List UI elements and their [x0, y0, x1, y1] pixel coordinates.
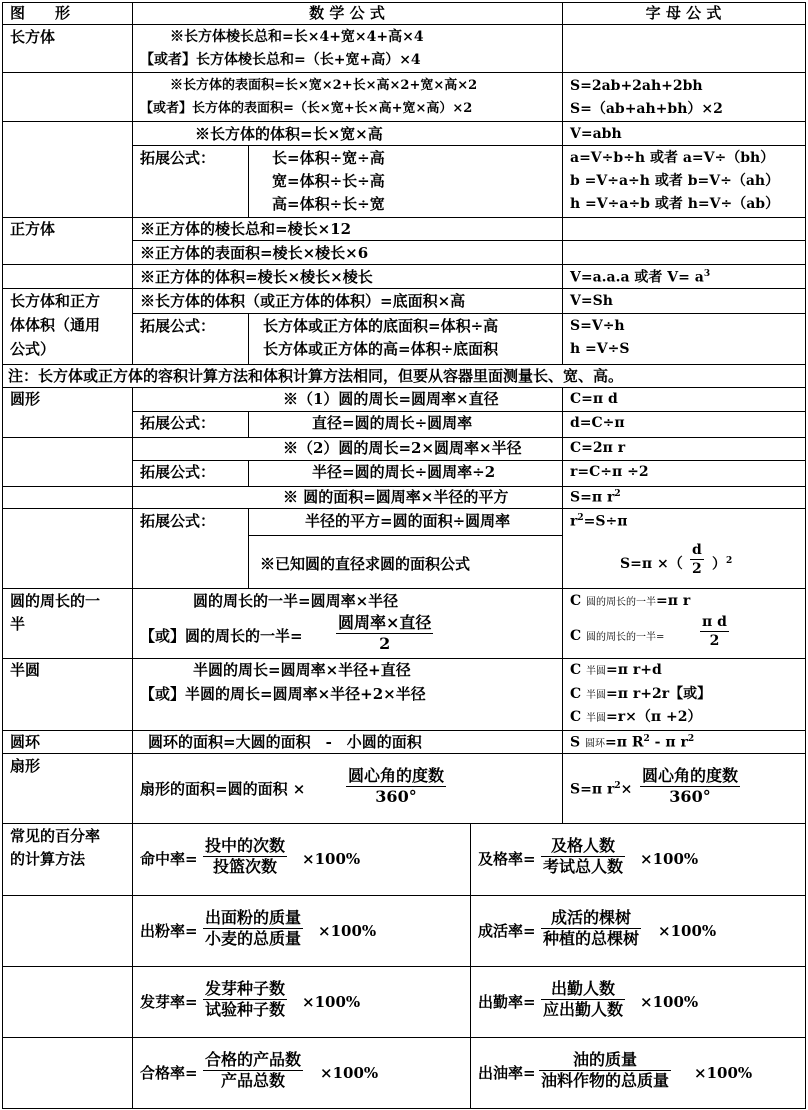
half-circ-letter-alt-fraction: $\frac{\text{π d}}{2}$ [702, 614, 727, 649]
general-volume-letter: V=Sh [570, 293, 613, 309]
percent-label-2: 的计算方法 [10, 850, 86, 868]
ring-formula: 圆环的面积=大圆的面积 - 小圆的面积 [148, 733, 422, 751]
attendance-rate-fraction: 出勤人数 应出勤人数 [543, 979, 624, 1019]
pass-rate-fraction: 及格人数 考试总人数 [543, 836, 624, 876]
cuboid-edge-sum-alt: 【或者】长方体棱长总和=（长+宽+高）×4 [140, 52, 421, 68]
capacity-note: 注：长方体或正方体的容积计算方法和体积计算方法相同，但要从容器里面测量长、宽、高。 [8, 367, 624, 385]
qualified-rate-percent: ×100% [320, 1064, 379, 1082]
cuboid-ext-letter-h: h =V÷a÷b 或者 h=V÷（ab） [570, 196, 780, 212]
half-circ-formula-alt-prefix: 【或】圆的周长的一半= [140, 627, 303, 645]
circle-area: ※ 圆的面积=圆周率×半径的平方 [283, 488, 509, 506]
circle-diameter-area-letter-prefix: S=π ×（ [620, 556, 683, 572]
header-math-formula: 数 学 公 式 [309, 4, 385, 22]
circle-ext-radius: 半径=圆的周长÷圆周率÷2 [312, 463, 496, 481]
cuboid-ext-width: 宽=体积÷长÷高 [272, 172, 385, 190]
cuboid-ext-length: 长=体积÷宽÷高 [272, 149, 385, 167]
cuboid-ext-letter-b: b =V÷a÷h 或者 b=V÷（ah） [570, 173, 780, 189]
flour-rate-fraction: 出面粉的质量 小麦的总质量 [205, 908, 302, 948]
sector-letter-fraction: 圆心角的度数 360° [642, 766, 739, 806]
cube-volume: ※正方体的体积=棱长×棱长×棱长 [140, 268, 373, 286]
sector-letter-prefix: S=π $r^2\times$ [570, 781, 633, 798]
hit-rate-fraction: 投中的次数 投篮次数 [205, 836, 286, 876]
germination-rate-fraction: 发芽种子数 试验种子数 [205, 979, 286, 1019]
circle-label: 圆形 [10, 390, 41, 408]
flour-rate-percent: ×100% [318, 922, 377, 940]
semicircle-formula-alt: 【或】半圆的周长=圆周率×半径+2×半径 [140, 685, 426, 703]
cube-edge-sum: ※正方体的棱长总和=棱长×12 [140, 220, 352, 238]
qualified-rate-label: 合格率= [140, 1064, 198, 1082]
general-label-3: 公式） [10, 340, 56, 358]
half-circ-letter-alt: C 圆的周长的一半= [570, 628, 665, 644]
general-ext-letter-s: S=V÷h [570, 318, 625, 334]
cube-surface: ※正方体的表面积=棱长×棱长×6 [140, 244, 369, 262]
germination-rate-percent: ×100% [302, 993, 361, 1011]
circle-diameter-area: ※已知圆的直径求圆的面积公式 [260, 555, 471, 573]
circle-ext-diameter-letter: d=C÷π [570, 415, 625, 431]
semicircle-label: 半圆 [10, 661, 41, 679]
cuboid-surface-letter-alt: S=（ab+ah+bh）×2 [570, 101, 723, 117]
general-volume: ※长方体的体积（或正方体的体积）=底面积×高 [140, 292, 466, 310]
cuboid-ext-label: 拓展公式： [140, 149, 216, 167]
general-ext-label: 拓展公式： [140, 317, 216, 335]
half-circ-letter: C 圆的周长的一半=π r [570, 593, 691, 609]
survival-rate-fraction: 成活的棵树 种植的总棵树 [543, 908, 640, 948]
hit-rate-percent: ×100% [302, 850, 361, 868]
cuboid-label: 长方体 [10, 28, 56, 46]
circle-circ-diameter-letter: C=π d [570, 391, 618, 407]
general-label-2: 体体积（通用 [10, 316, 101, 334]
pass-rate-label: 及格率= [478, 850, 536, 868]
circle-circ-radius-letter: C=2π r [570, 440, 626, 456]
germination-rate-label: 发芽率= [140, 993, 198, 1011]
header-shape: 图 形 [10, 4, 71, 22]
qualified-rate-fraction: 合格的产品数 产品总数 [205, 1050, 302, 1090]
pass-rate-percent: ×100% [640, 850, 699, 868]
hit-rate-label: 命中率= [140, 850, 198, 868]
semicircle-letter-1: C 半圆=π r+d [570, 662, 662, 678]
semicircle-letter-2: C 半圆=π r+2r【或】 [570, 686, 712, 702]
circle-ext-label-3: 拓展公式： [140, 512, 216, 530]
oil-rate-percent: ×100% [694, 1064, 753, 1082]
survival-rate-percent: ×100% [658, 922, 717, 940]
general-ext-height: 长方体或正方体的高=体积÷底面积 [263, 340, 499, 358]
cuboid-volume-letter: V=abh [570, 126, 622, 142]
percent-label-1: 常见的百分率 [10, 827, 101, 845]
circle-diameter-area-fraction: $\frac{d}{2}$ [692, 542, 702, 577]
attendance-rate-label: 出勤率= [478, 993, 536, 1011]
survival-rate-label: 成活率= [478, 922, 536, 940]
cuboid-surface: ※长方体的表面积=长×宽×2+长×高×2+宽×高×2 [170, 78, 478, 93]
circle-ext-radius-square: 半径的平方=圆的面积÷圆周率 [305, 512, 511, 530]
general-ext-letter-h: h =V÷S [570, 341, 630, 357]
semicircle-letter-3: C 半圆=r×（π +2） [570, 709, 702, 725]
half-circ-formula-alt-fraction: 圆周率×直径 2 [338, 613, 432, 653]
circle-ext-radius-letter: r=C÷π ÷2 [570, 464, 649, 480]
ring-letter: S 圆环=π $R^2$ - π $r^2$ [570, 734, 695, 751]
sector-formula-fraction: 圆心角的度数 360° [348, 766, 445, 806]
cube-volume-letter: V=a.a.a 或者 $V= a^3$ [570, 269, 711, 286]
circle-diameter-area-letter-suffix: ）$^2$ [712, 556, 733, 573]
oil-rate-fraction: 油的质量 油料作物的总质量 [541, 1050, 670, 1090]
flour-rate-label: 出粉率= [140, 922, 198, 940]
ring-label: 圆环 [10, 733, 41, 751]
half-circ-formula: 圆的周长的一半=圆周率×半径 [193, 592, 399, 610]
general-label-1: 长方体和正方 [10, 292, 101, 310]
circle-ext-label-1: 拓展公式： [140, 414, 216, 432]
circle-ext-radius-square-letter: $r^2=S\div\pi$ [570, 513, 628, 530]
circle-circ-diameter: ※（1）圆的周长=圆周率×直径 [283, 390, 499, 408]
semicircle-formula: 半圆的周长=圆周率×半径+直径 [193, 661, 411, 679]
cuboid-surface-alt: 【或者】长方体的表面积=（长×宽+长×高+宽×高）×2 [140, 101, 473, 116]
attendance-rate-percent: ×100% [640, 993, 699, 1011]
oil-rate-label: 出油率= [478, 1064, 536, 1082]
circle-ext-label-2: 拓展公式： [140, 463, 216, 481]
cube-label: 正方体 [10, 220, 56, 238]
cuboid-edge-sum: ※长方体棱长总和=长×4+宽×4+高×4 [170, 29, 424, 45]
circle-circ-radius: ※（2）圆的周长=2×圆周率×半径 [283, 439, 522, 457]
sector-formula-prefix: 扇形的面积=圆的面积 × [140, 780, 306, 798]
sector-label: 扇形 [10, 757, 41, 775]
cuboid-ext-height: 高=体积÷长÷宽 [272, 195, 385, 213]
cuboid-surface-letter: S=2ab+2ah+2bh [570, 78, 703, 94]
cuboid-volume: ※长方体的体积=长×宽×高 [195, 125, 383, 143]
half-circ-label-1: 圆的周长的一 [10, 592, 101, 610]
circle-area-letter: S=π $r^2$ [570, 489, 621, 506]
half-circ-label-2: 半 [10, 615, 26, 633]
general-ext-base-area: 长方体或正方体的底面积=体积÷高 [263, 317, 499, 335]
header-letter-formula: 字 母 公 式 [645, 4, 722, 22]
circle-ext-diameter: 直径=圆的周长÷圆周率 [312, 414, 473, 432]
cuboid-ext-letter-a: a=V÷b÷h 或者 a=V÷（bh） [570, 150, 775, 166]
